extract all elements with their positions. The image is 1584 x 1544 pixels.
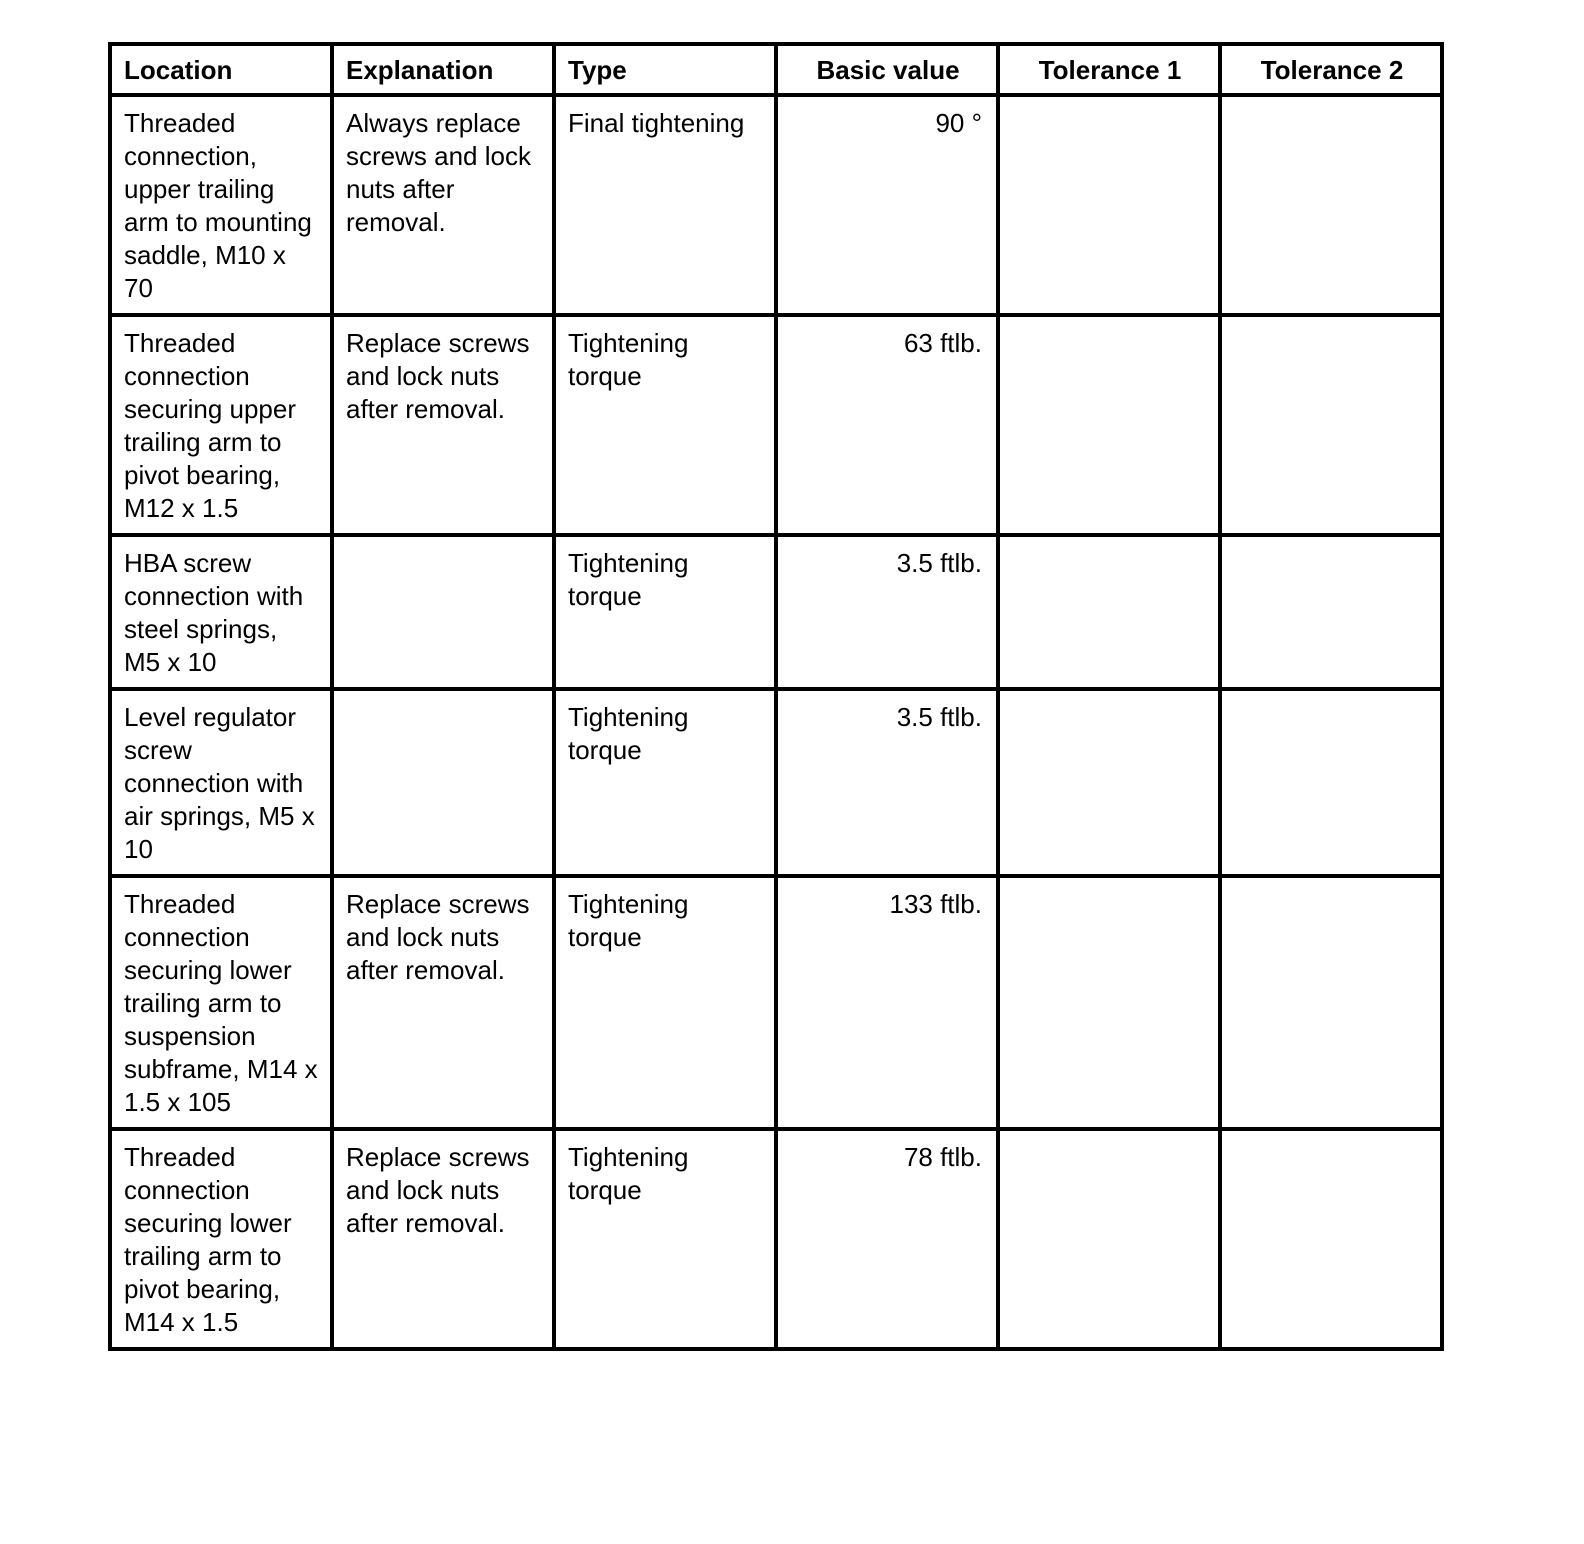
table-body	[110, 95, 1442, 1349]
cell-basic-value: 3.5 ftlb.	[776, 689, 998, 876]
cell-basic-value: 90 °	[776, 95, 998, 315]
cell-location: HBA screw connection with steel springs, M5 x 10	[110, 535, 332, 689]
cell-location: Threaded connection securing upper trailing arm to pivot bearing, M12 x 1.5	[110, 315, 332, 535]
cell-type: Tightening torque	[554, 535, 776, 689]
cell-explanation	[332, 689, 554, 876]
table-row	[110, 876, 1442, 1129]
cell-type: Tightening torque	[554, 689, 776, 876]
cell-tolerance-2	[1220, 535, 1442, 689]
torque-spec-table	[108, 42, 1444, 1351]
cell-tolerance-1	[998, 315, 1220, 535]
cell-tolerance-1	[998, 876, 1220, 1129]
table-row	[110, 95, 1442, 315]
cell-explanation	[332, 535, 554, 689]
header-explanation: Explanation	[332, 44, 554, 95]
table-row	[110, 535, 1442, 689]
cell-explanation: Replace screws and lock nuts after removal.	[332, 315, 554, 535]
cell-explanation: Always replace screws and lock nuts after removal.	[332, 95, 554, 315]
cell-tolerance-1	[998, 535, 1220, 689]
cell-basic-value: 133 ftlb.	[776, 876, 998, 1129]
cell-basic-value: 63 ftlb.	[776, 315, 998, 535]
cell-tolerance-1	[998, 689, 1220, 876]
header-location: Location	[110, 44, 332, 95]
cell-tolerance-2	[1220, 315, 1442, 535]
cell-tolerance-2	[1220, 95, 1442, 315]
cell-location: Threaded connection, upper trailing arm to mounting saddle, M10 x 70	[110, 95, 332, 315]
header-tolerance-2: Tolerance 2	[1220, 44, 1442, 95]
header-tolerance-1: Tolerance 1	[998, 44, 1220, 95]
cell-type: Final tightening	[554, 95, 776, 315]
header-row	[110, 44, 1442, 95]
cell-tolerance-2	[1220, 1129, 1442, 1349]
cell-tolerance-2	[1220, 876, 1442, 1129]
cell-basic-value: 3.5 ftlb.	[776, 535, 998, 689]
header-type: Type	[554, 44, 776, 95]
cell-explanation: Replace screws and lock nuts after removal.	[332, 1129, 554, 1349]
cell-explanation: Replace screws and lock nuts after removal.	[332, 876, 554, 1129]
table-row	[110, 1129, 1442, 1349]
table-row	[110, 689, 1442, 876]
cell-type: Tightening torque	[554, 1129, 776, 1349]
cell-basic-value: 78 ftlb.	[776, 1129, 998, 1349]
cell-type: Tightening torque	[554, 876, 776, 1129]
header-basic-value: Basic value	[776, 44, 998, 95]
cell-type: Tightening torque	[554, 315, 776, 535]
table-header	[110, 44, 1442, 95]
cell-tolerance-2	[1220, 689, 1442, 876]
cell-location: Threaded connection securing lower trailing arm to pivot bearing, M14 x 1.5	[110, 1129, 332, 1349]
cell-location: Threaded connection securing lower trailing arm to suspension subframe, M14 x 1.5 x 105	[110, 876, 332, 1129]
cell-location: Level regulator screw connection with air springs, M5 x 10	[110, 689, 332, 876]
cell-tolerance-1	[998, 1129, 1220, 1349]
cell-tolerance-1	[998, 95, 1220, 315]
table-row	[110, 315, 1442, 535]
